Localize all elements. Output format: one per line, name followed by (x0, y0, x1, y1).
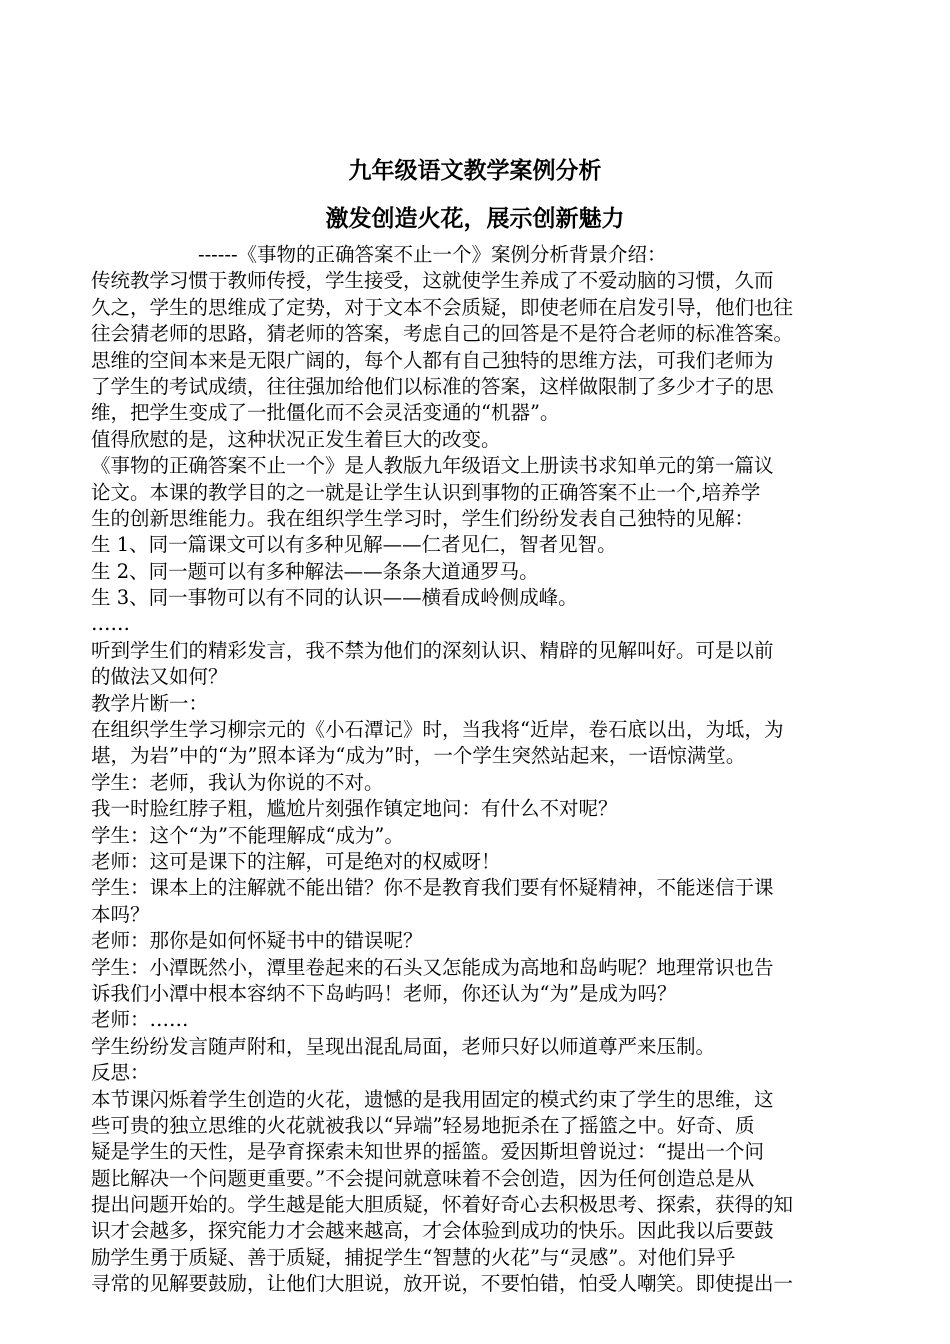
body-line: 思维的空间本来是无限广阔的，每个人都有自己独特的思维方法，可我们老师为 (91, 348, 774, 372)
body-line: 维，把学生变成了一批僵化而不会灵活变通的“机器”。 (91, 401, 560, 425)
body-line: 《事物的正确答案不止一个》是人教版九年级语文上册读书求知单元的第一篇议 (91, 454, 774, 478)
body-line: 的做法又如何？ (91, 665, 228, 689)
body-line: 值得欣慰的是，这种状况正发生着巨大的改变。 (91, 427, 501, 451)
body-line: 学生：小潭既然小，潭里卷起来的石头又怎能成为高地和岛屿呢？地理常识也告 (91, 955, 774, 979)
body-line: 生 2、同一题可以有多种解法——条条大道通罗马。 (91, 559, 539, 583)
document-body (91, 242, 871, 1298)
body-line: 本吗？ (91, 902, 150, 926)
body-line: 生 3、同一事物可以有不同的认识——横看成岭侧成峰。 (91, 586, 578, 610)
body-line: 提出问题开始的。学生越是能大胆质疑，怀着好奇心去积极思考、探索，获得的知 (91, 1193, 794, 1217)
document-title: 九年级语文教学案例分析 (348, 157, 602, 184)
body-line: 励学生勇于质疑、善于质疑，捕捉学生“智慧的火花”与“灵感”。对他们异乎 (91, 1245, 736, 1269)
body-line: 生 1、同一篇课文可以有多种见解——仁者见仁，智者见智。 (91, 533, 617, 557)
body-line: 久之，学生的思维成了定势，对于文本不会质疑，即使老师在启发引导，他们也往 (91, 295, 794, 319)
body-line: 识才会越多，探究能力才会越来越高，才会体验到成功的快乐。因此我以后要鼓 (91, 1219, 774, 1243)
body-line: 寻常的见解要鼓励，让他们大胆说，放开说，不要怕错，怕受人嘲笑。即使提出一 (91, 1272, 794, 1296)
intro-line: ------《事物的正确答案不止一个》案例分析背景介绍： (198, 243, 667, 266)
body-line: 疑是学生的天性，是孕育探索未知世界的摇篮。爱因斯坦曾说过：“提出一个问 (91, 1140, 764, 1164)
body-line: 传统教学习惯于教师传授，学生接受，这就使学生养成了不爱动脑的习惯，久而 (91, 269, 774, 293)
body-line: 论文。本课的教学目的之一就是让学生认识到事物的正确答案不止一个,培养学 (91, 480, 761, 504)
body-line: 在组织学生学习柳宗元的《小石潭记》时，当我将“近岸，卷石底以出，为坻，为 (91, 718, 784, 742)
body-line: 堪，为岩”中的“为”照本译为“成为”时，一个学生突然站起来，一语惊满堂。 (91, 744, 746, 768)
body-line: 学生：课本上的注解就不能出错？你不是教育我们要有怀疑精神，不能迷信于课 (91, 876, 774, 900)
body-line: 学生纷纷发言随声附和，呈现出混乱局面，老师只好以师道尊严来压制。 (91, 1034, 716, 1058)
body-line: 些可贵的独立思维的火花就被我以“异端”轻易地扼杀在了摇篮之中。好奇、质 (91, 1113, 755, 1137)
body-line: 学生：老师，我认为你说的不对。 (91, 770, 384, 794)
body-line: 往会猜老师的思路，猜老师的答案，考虑自己的回答是不是符合老师的标准答案。 (91, 322, 794, 346)
body-line: 了学生的考试成绩，往往强加给他们以标准的答案，这样做限制了多少才子的思 (91, 374, 774, 398)
body-line: 教学片断一： (91, 691, 209, 715)
body-line: 反思： (91, 1061, 150, 1085)
document-subtitle: 激发创造火花，展示创新魅力 (325, 205, 625, 232)
body-line: 我一时脸红脖子粗，尴尬片刻强作镇定地问：有什么不对呢？ (91, 797, 618, 821)
body-line: 老师：…… (91, 1008, 189, 1032)
body-line: 诉我们小潭中根本容纳不下岛屿吗！老师，你还认为“为”是成为吗？ (91, 981, 677, 1005)
body-line: 老师：那你是如何怀疑书中的错误呢？ (91, 929, 423, 953)
body-line: 听到学生们的精彩发言，我不禁为他们的深刻认识、精辟的见解叫好。可是以前 (91, 638, 774, 662)
body-line: 本节课闪烁着学生创造的火花，遗憾的是我用固定的模式约束了学生的思维，这 (91, 1087, 774, 1111)
body-line: 题比解决一个问题更重要。”不会提问就意味着不会创造，因为任何创造总是从 (91, 1166, 755, 1190)
body-line: …… (91, 612, 130, 636)
body-line: 学生：这个“为”不能理解成“成为”。 (91, 823, 404, 847)
body-line: 生的创新思维能力。我在组织学生学习时，学生们纷纷发表自己独特的见解： (91, 506, 755, 530)
body-line: 老师：这可是课下的注解，可是绝对的权威呀！ (91, 849, 501, 873)
